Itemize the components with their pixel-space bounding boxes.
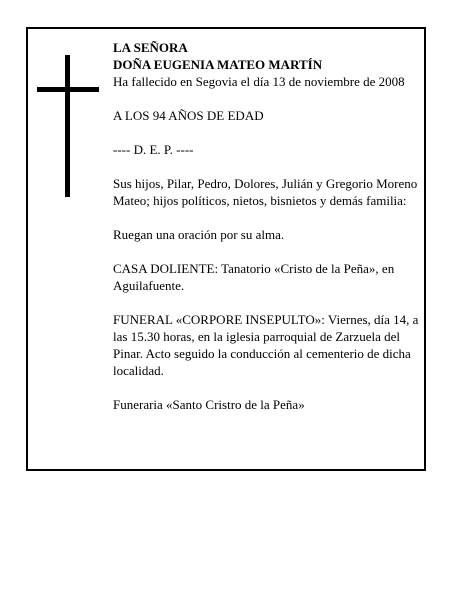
prayer-paragraph: Ruegan una oración por su alma. (113, 227, 285, 242)
funeral-paragraph: FUNERAL «CORPORE INSEPULTO»: Viernes, día 14, a las 15.30 horas, en la iglesia parroquial de Zarzuela del Pinar. Acto seguido la conducción al cementerio de dicha localidad. (113, 312, 419, 378)
funeral-home-paragraph: Funeraria «Santo Cristro de la Peña» (113, 397, 305, 412)
family-paragraph: Sus hijos, Pilar, Pedro, Dolores, Julián y Gregorio Moreno Mateo; hijos políticos, nietos, bisnietos y demás familia: (113, 176, 418, 208)
cross-vertical-bar (65, 55, 70, 197)
house-paragraph: CASA DOLIENTE: Tanatorio «Cristo de la Peña», en Aguilafuente. (113, 261, 395, 293)
deceased-name: DOÑA EUGENIA MATEO MARTÍN (113, 57, 323, 72)
title-line-1: LA SEÑORA (113, 40, 188, 55)
obituary-content (113, 39, 419, 413)
cross-icon (37, 55, 99, 197)
death-announcement: Ha fallecido en Segovia el día 13 de noviembre de 2008 (113, 74, 405, 89)
rip-line: ---- D. E. P. ---- (113, 142, 194, 157)
age-line: A LOS 94 AÑOS DE EDAD (113, 108, 264, 123)
cross-horizontal-bar (37, 87, 99, 92)
